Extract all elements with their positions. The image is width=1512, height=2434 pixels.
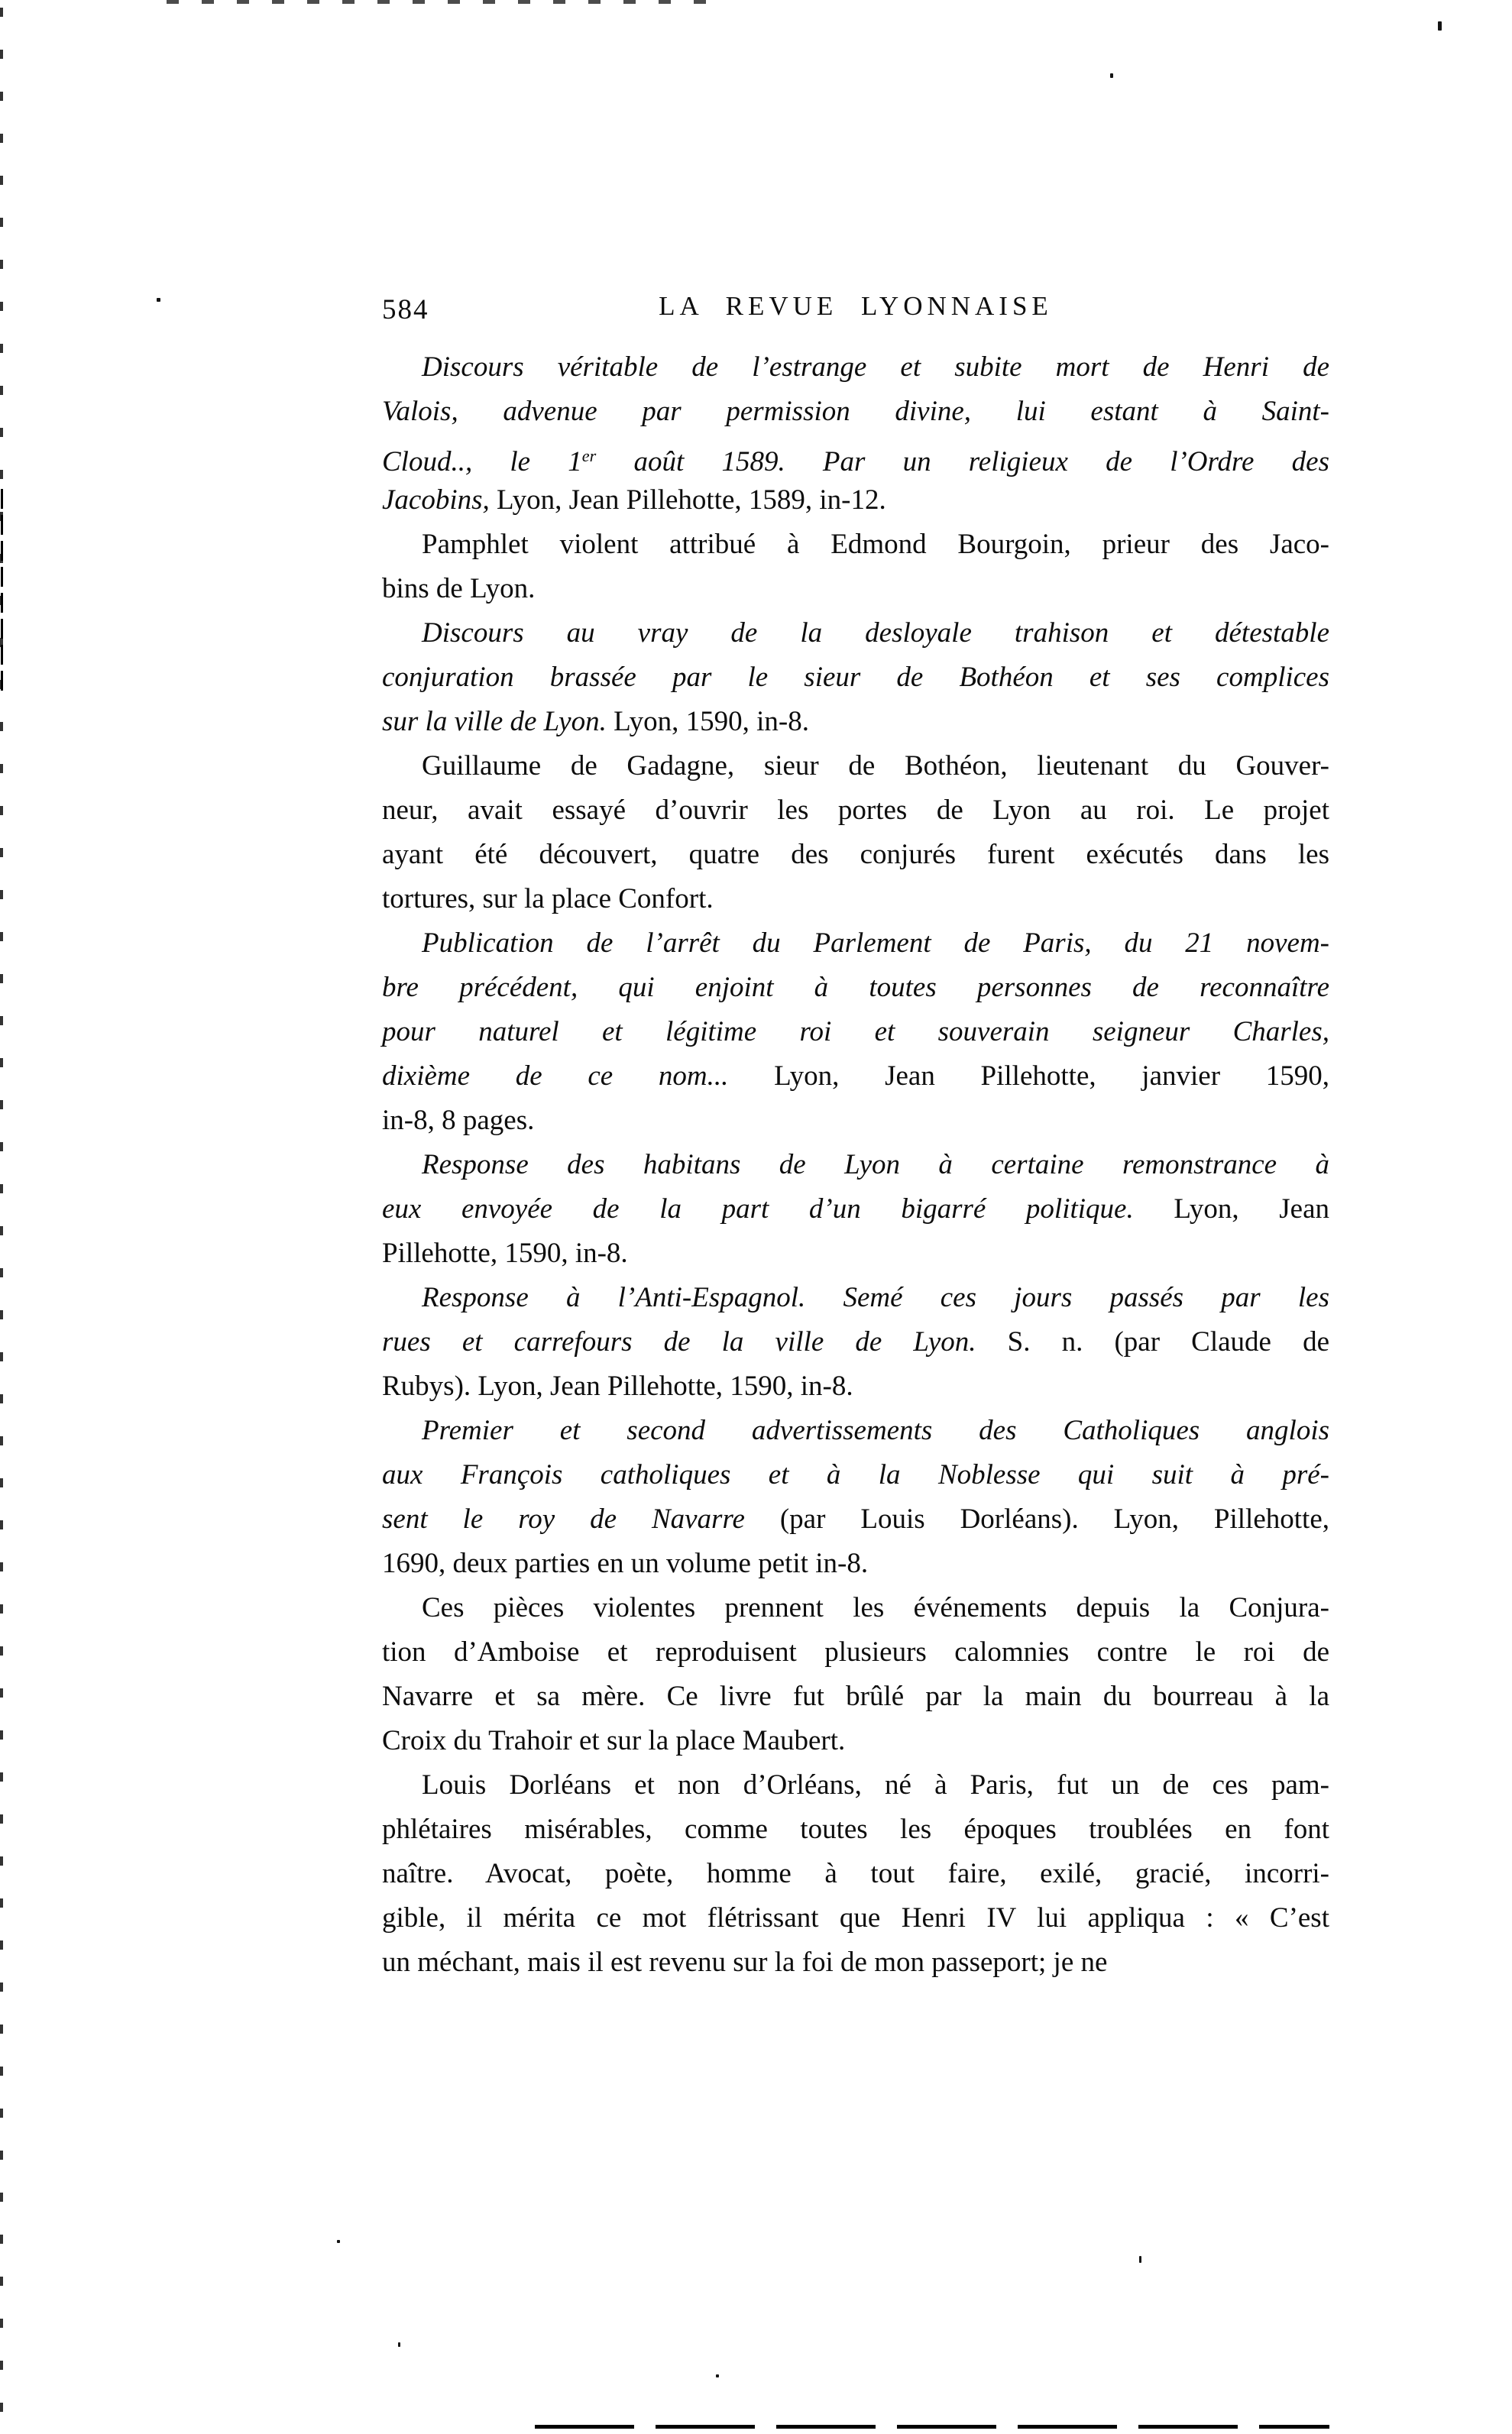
paragraph [382,1763,1329,1985]
text-line [382,744,1329,788]
text-segment-italic: sur la ville de Lyon. [382,706,607,737]
text-line [382,523,1329,567]
text-segment-italic: Response à l’Anti-Espagnol. Semé ces jours passés par les [422,1282,1329,1313]
scan-speck [337,2240,340,2243]
scan-artifact-left-edge-dense [1,489,3,695]
text-line [382,1054,1329,1099]
page-body [382,345,1329,1985]
text-line [382,1232,1329,1276]
text-line [382,1497,1329,1542]
journal-title: LA REVUE LYONNAISE [659,291,1053,321]
text-line [382,788,1329,833]
text-line [382,1808,1329,1852]
paragraph [382,744,1329,921]
text-line [382,1099,1329,1143]
paragraph [382,1276,1329,1409]
text-segment-italic: Cloud.., le 1 [382,446,582,478]
paragraph [382,1586,1329,1763]
text-segment-italic: Jacobins, [382,484,490,516]
page-number: 584 [382,294,429,325]
paragraph [382,523,1329,611]
text-segment-roman: phlétaires misérables, comme toutes les époques troublées en font [382,1814,1329,1845]
text-line [382,655,1329,700]
text-segment-italic: Valois, advenue par permission divine, lui estant à Saint- [382,396,1329,427]
text-segment-roman: neur, avait essayé d’ouvrir les portes de Lyon au roi. Le projet [382,795,1329,826]
text-segment-italic: dixième de ce nom... [382,1060,729,1092]
paragraph [382,1409,1329,1586]
text-segment-italic: Publication de l’arrêt du Parlement de Paris, du 21 novem- [422,927,1329,959]
text-line [382,921,1329,966]
text-line [382,345,1329,390]
text-segment-roman: in-8, 8 pages. [382,1105,535,1136]
text-line [382,1542,1329,1586]
page-header [382,291,1329,329]
text-segment-roman: un méchant, mais il est revenu sur la foi de mon passeport; je ne [382,1947,1108,1978]
text-line [382,1453,1329,1497]
text-line [382,1630,1329,1675]
paragraph [382,345,1329,523]
text-segment-roman: Lyon, Jean [1133,1193,1329,1225]
text-segment-roman: (par Louis Dorléans). Lyon, Pillehotte, [744,1503,1329,1535]
text-line [382,1364,1329,1409]
text-segment-italic: Response des habitans de Lyon à certaine remonstrance à [422,1149,1329,1180]
scan-speck [1110,73,1113,78]
text-line [382,611,1329,655]
text-line [382,434,1329,478]
text-segment-italic: août 1589. Par un religieux de l’Ordre des [596,446,1329,478]
text-segment-italic: conjuration brassée par le sieur de Bothéon et ses complices [382,662,1329,693]
text-segment-roman: Rubys). Lyon, Jean Pillehotte, 1590, in-8. [382,1371,853,1402]
text-segment-roman: Lyon, 1590, in-8. [606,706,810,737]
scan-speck [157,298,160,302]
text-segment-sup: er [581,446,597,465]
text-line [382,1586,1329,1630]
text-line [382,1852,1329,1896]
text-segment-italic: rues et carrefours de la ville de Lyon. [382,1326,976,1358]
scan-speck [398,2342,400,2347]
text-line [382,478,1329,523]
text-segment-roman: ayant été découvert, quatre des conjurés furent exécutés dans les [382,839,1329,870]
text-segment-italic: Discours véritable de l’estrange et subite mort de Henri de [422,351,1329,383]
text-line [382,877,1329,921]
text-line [382,1409,1329,1453]
text-line [382,700,1329,744]
text-segment-italic: eux envoyée de la part d’un bigarré politique. [382,1193,1134,1225]
text-line [382,1276,1329,1320]
scan-artifact-bottom-rule [535,2425,1329,2429]
text-line [382,1010,1329,1054]
text-line [382,1896,1329,1940]
text-line [382,1320,1329,1364]
text-line [382,567,1329,611]
text-segment-roman: bins de Lyon. [382,573,536,604]
text-segment-italic: aux François catholiques et à la Noblesse qui suit à pré- [382,1459,1329,1491]
paragraph [382,921,1329,1143]
text-segment-italic: sent le roy de Navarre [382,1503,745,1535]
scan-artifact-left-edge [0,8,3,2429]
text-segment-roman: Pillehotte, 1590, in-8. [382,1238,628,1269]
text-segment-italic: pour naturel et légitime roi et souverain seigneur Charles, [382,1016,1329,1047]
scan-speck [716,2374,719,2377]
text-line [382,1675,1329,1719]
text-segment-roman: 1690, deux parties en un volume petit in-8. [382,1548,869,1579]
text-segment-roman: gible, il mérita ce mot flétrissant que Henri IV lui appliqua : « C’est [382,1902,1329,1934]
text-line [382,1719,1329,1763]
text-segment-italic: Discours au vray de la desloyale trahison et détestable [422,617,1329,649]
text-segment-roman: Croix du Trahoir et sur la place Maubert. [382,1725,846,1756]
text-line [382,390,1329,434]
text-line [382,966,1329,1010]
text-segment-roman: Lyon, Jean Pillehotte, janvier 1590, [728,1060,1329,1092]
text-segment-roman: Louis Dorléans et non d’Orléans, né à Paris, fut un de ces pam- [422,1769,1329,1801]
text-line [382,833,1329,877]
paragraph [382,1143,1329,1276]
scan-speck [1139,2256,1141,2263]
text-segment-roman: tortures, sur la place Confort. [382,883,714,914]
text-line [382,1187,1329,1232]
text-segment-italic: bre précédent, qui enjoint à toutes personnes de reconnaître [382,972,1329,1003]
text-segment-roman: naître. Avocat, poète, homme à tout faire, exilé, gracié, incorri- [382,1858,1329,1889]
text-line [382,1940,1329,1985]
text-segment-roman: Pamphlet violent attribué à Edmond Bourgoin, prieur des Jaco- [422,529,1329,560]
text-segment-roman: Navarre et sa mère. Ce livre fut brûlé par la main du bourreau à la [382,1681,1329,1712]
text-segment-roman: tion d’Amboise et reproduisent plusieurs calomnies contre le roi de [382,1636,1329,1668]
text-segment-roman: Guillaume de Gadagne, sieur de Bothéon, lieutenant du Gouver- [422,750,1329,782]
scan-artifact-top-edge [167,0,724,4]
paragraph [382,611,1329,744]
text-line [382,1763,1329,1808]
text-segment-italic: Premier et second advertissements des Catholiques anglois [422,1415,1329,1446]
scan-speck [1438,21,1442,31]
text-segment-roman: Lyon, Jean Pillehotte, 1589, in-12. [489,484,886,516]
text-segment-roman: S. n. (par Claude de [976,1326,1329,1358]
text-segment-roman: Ces pièces violentes prennent les événements depuis la Conjura- [422,1592,1329,1623]
text-line [382,1143,1329,1187]
